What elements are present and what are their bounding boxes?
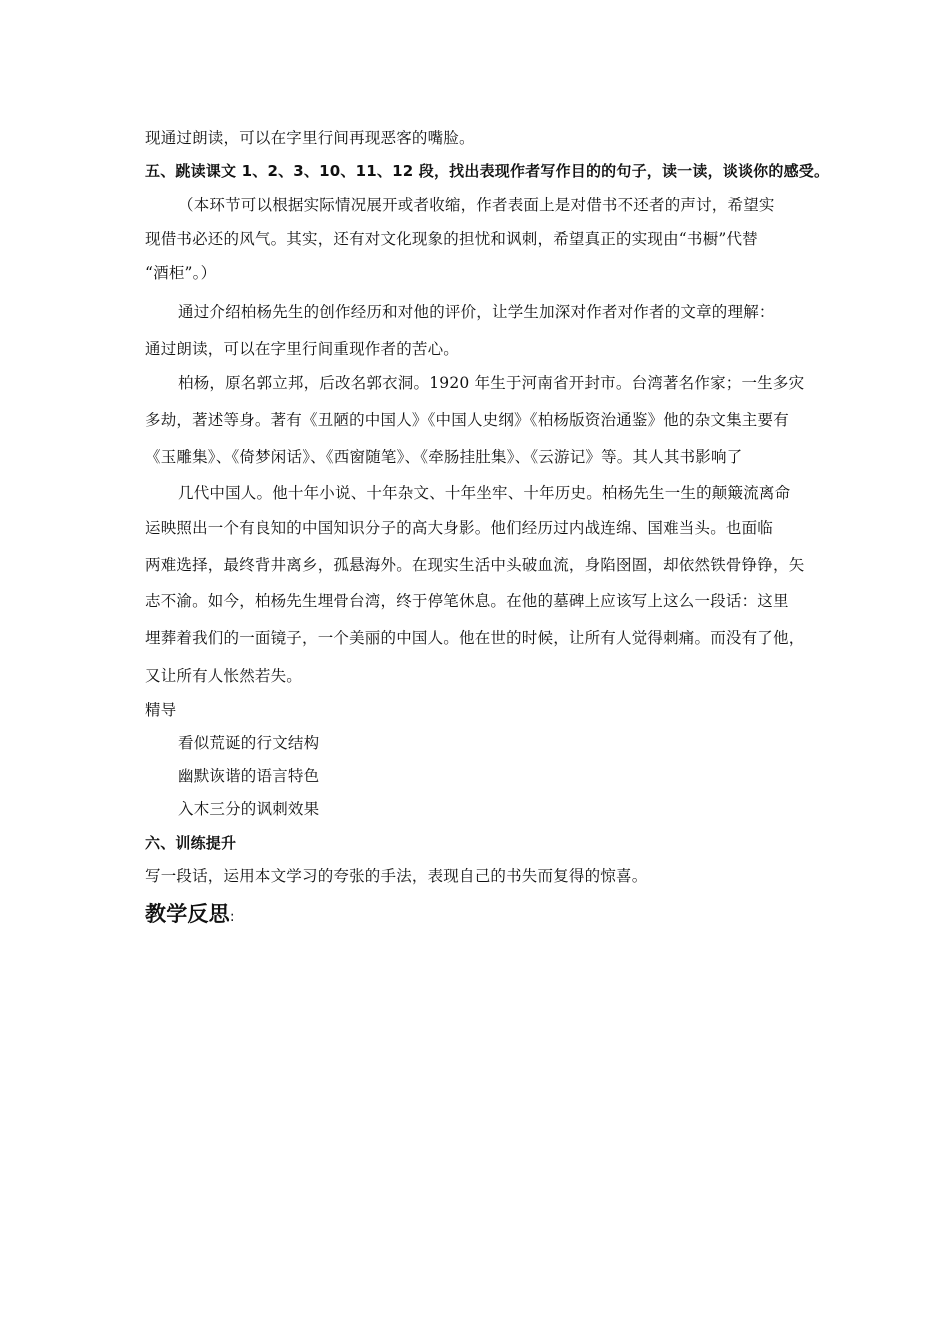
section-heading-six: 六、训练提升 [145,834,237,852]
paragraph-line: 通过介绍柏杨先生的创作经历和对他的评价，让学生加深对作者对作者的文章的理解： [178,303,775,321]
paragraph-line: 几代中国人。他十年小说、十年杂文、十年坐牢、十年历史。柏杨先生一生的颠簸流离命 [178,484,791,502]
paragraph-line: 多劫，著述等身。著有《丑陋的中国人》《中国人史纲》《柏杨版资治通鉴》他的杂文集主要有 [145,411,789,429]
paragraph-line: “酒柜”。） [145,264,217,282]
paragraph-line: 两难选择，最终背井离乡，孤悬海外。在现实生活中头破血流，身陷囹圄，却依然铁骨铮铮，矢 [145,556,805,574]
paragraph-line: 现通过朗读，可以在字里行间再现恶客的嘴脸。 [145,129,475,147]
reflection-colon: : [229,909,235,925]
paragraph-line: 《玉雕集》、《倚梦闲话》、《西窗随笔》、《牵肠挂肚集》、《云游记》等。其人其书影响了 [145,448,743,466]
subsection-label: 精导 [145,701,177,719]
reflection-heading [145,901,835,930]
paragraph-line: 写一段话，运用本文学习的夸张的手法，表现自己的书失而复得的惊喜。 [145,867,648,885]
paragraph-line: 现借书必还的风气。其实，还有对文化现象的担忧和讽刺，希望真正的实现由“书橱”代替 [145,230,758,248]
paragraph-line: （本环节可以根据实际情况展开或者收缩，作者表面上是对借书不还者的声讨，希望实 [178,196,775,214]
paragraph-line: 埋葬着我们的一面镜子，一个美丽的中国人。他在世的时候，让所有人觉得刺痛。而没有了他， [145,629,805,647]
list-item: 幽默诙谐的语言特色 [178,767,320,785]
list-item: 看似荒诞的行文结构 [178,734,320,752]
paragraph-line: 柏杨，原名郭立邦，后改名郭衣洞。1920 年生于河南省开封市。台湾著名作家；一生多灾 [178,374,805,392]
paragraph-line: 运映照出一个有良知的中国知识分子的高大身影。他们经历过内战连绵、国难当头。也面临 [145,519,774,537]
reflection-title: 教学反思 [145,902,230,926]
paragraph-line: 又让所有人怅然若失。 [145,667,303,685]
paragraph-line: 志不渝。如今，柏杨先生埋骨台湾，终于停笔休息。在他的墓碑上应该写上这么一段话：这里 [145,592,789,610]
paragraph-line: 通过朗读，可以在字里行间重现作者的苦心。 [145,340,460,358]
section-heading-five: 五、跳读课文 1、2、3、10、11、12 段，找出表现作者写作目的的句子，读一读，谈谈你的感受。 [145,162,830,180]
list-item: 入木三分的讽刺效果 [178,800,320,818]
